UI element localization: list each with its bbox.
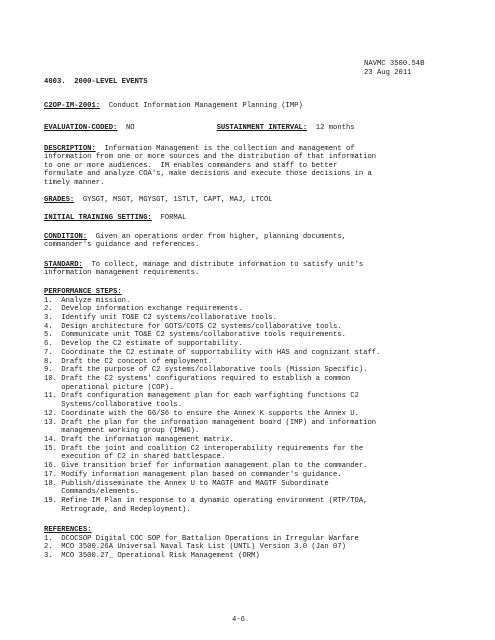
references-heading: REFERENCES: xyxy=(44,526,92,534)
description-line-1: DESCRIPTION: Information Management is the collection and management of xyxy=(44,145,355,153)
performance-step: 3. Identify unit TO&E C2 systems/collaborative tools. xyxy=(44,313,277,322)
performance-step: 6. Develop the C2 estimate of supportability. xyxy=(44,340,243,349)
performance-step: Retrograde, and Redeployment). xyxy=(44,505,191,514)
performance-step: Systems/collaborative tools. xyxy=(44,401,183,410)
performance-step: execution of C2 in shared battlespace. xyxy=(44,453,226,462)
reference-item: 2. MCO 3500.26A Universal Naval Task List (UNTL) Version 3.0 (Jan 07) xyxy=(44,543,346,552)
performance-step: 16. Give transition brief for information management plan to the commander. xyxy=(44,462,368,471)
performance-step: management working group (IMWG). xyxy=(44,427,200,436)
performance-step: 13. Draft the plan for the information management board (IMP) and information xyxy=(44,418,377,427)
grades-line: GRADES: GYSGT, MSGT, MGYSGT, 1STLT, CAPT, MAJ, LTCOL xyxy=(44,196,273,204)
performance-step: 19. Refine IM Plan in response to a dynamic operating environment (RTP/TOA, xyxy=(44,497,368,506)
performance-step: 15. Draft the joint and coalition C2 interoperability requirements for the xyxy=(44,444,364,453)
performance-step: Commands/elements. xyxy=(44,488,139,497)
event-code-line: C2OP-IM-2001: Conduct Information Management Planning (IMP) xyxy=(44,102,303,110)
reference-item: 1. DCOCSOP Digital COC SOP for Battalion Operations in Irregular Warfare xyxy=(44,534,359,543)
performance-step: 10. Draft the C2 systems' configurations required to establish a common xyxy=(44,374,351,383)
performance-step: 7. Coordinate the C2 estimate of supportability with HAS and cognizant staff. xyxy=(44,348,381,357)
doc-date: 23 Aug 2011 xyxy=(364,69,412,77)
standard-line-1: STANDARD: To collect, manage and distribute information to satisfy unit's xyxy=(44,261,364,269)
performance-step: 5. Communicate unit TO&E C2 systems/collaborative tools requirements. xyxy=(44,331,346,340)
description-line-5: timely manner. xyxy=(44,178,105,187)
performance-step: operational picture (COP). xyxy=(44,383,174,392)
section-heading: 4003. 2000-LEVEL EVENTS xyxy=(44,78,148,86)
performance-step: 9. Draft the purpose of C2 systems/collaborative tools (Mission Specific). xyxy=(44,366,368,375)
evaluation-line: EVALUATION-CODED: NO SUSTAINMENT INTERVAL: 12 months xyxy=(44,124,355,132)
page-number: 4-6 xyxy=(232,616,245,624)
condition-line-1: CONDITION: Given an operations order from higher, planning documents, xyxy=(44,233,346,241)
performance-steps-heading: PERFORMANCE STEPS: xyxy=(44,288,122,296)
performance-step: 11. Draft configuration management plan for each warfighting functions C2 xyxy=(44,392,359,401)
performance-step: 8. Draft the C2 concept of employment. xyxy=(44,357,213,366)
reference-item: 3. MCO 3500.27_ Operational Risk Management (ORM) xyxy=(44,551,260,560)
description-line-2: information from one or more sources and the distribution of that information xyxy=(44,153,377,162)
performance-step: 18. Publish/disseminate the Annex U to MAGTF and MAGTF Subordinate xyxy=(44,479,329,488)
performance-step: 14. Draft the information management matrix. xyxy=(44,436,234,445)
doc-id: NAVMC 3500.54B xyxy=(364,60,425,68)
performance-step: 12. Coordinate with the G6/S6 to ensure the Annex K supports the Annex U. xyxy=(44,409,359,418)
performance-step: 2. Develop information exchange requirements. xyxy=(44,305,243,314)
training-setting-line: INITIAL TRAINING SETTING: FORMAL xyxy=(44,214,187,222)
performance-step: 4. Design architecture for GOTS/COTS C2 systems/collaborative tools. xyxy=(44,322,342,331)
description-line-4: formulate and analyze COA's, make decisions and execute those decisions in a xyxy=(44,170,372,179)
condition-line-2: commander's guidance and references. xyxy=(44,241,200,250)
performance-step: 17. Modify information management plan based on commander's guidance. xyxy=(44,470,342,479)
standard-line-2: information management requirements. xyxy=(44,269,200,278)
description-line-3: to one or more audiences. IM enables commanders and staff to better xyxy=(44,161,338,170)
performance-step: 1. Analyze mission. xyxy=(44,296,131,305)
